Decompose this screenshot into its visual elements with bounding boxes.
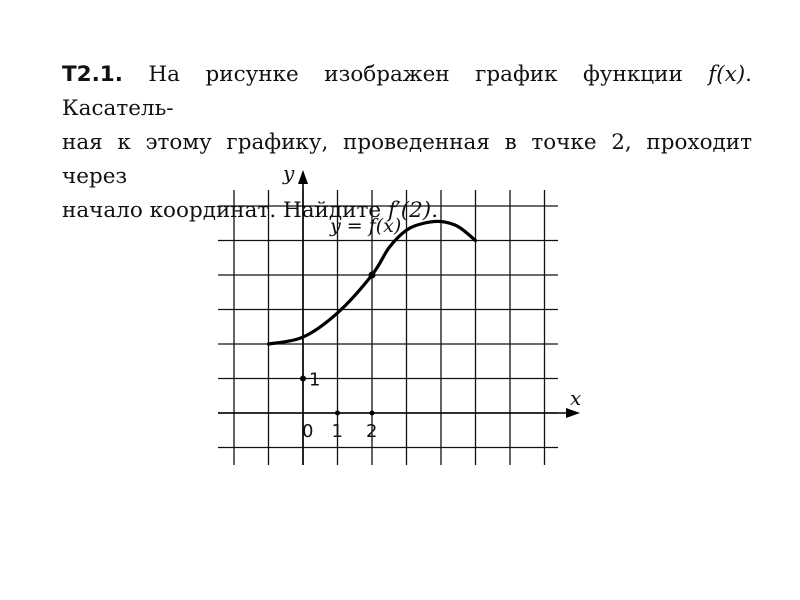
y-axis-label: y [283,161,295,185]
tangent-point-marker [369,272,376,279]
problem-line-2: ная к этому графику, проведенная в точке 2, проходит через [62,130,752,189]
x-tick-label-1: 1 [331,421,343,442]
x-tick-label-2: 2 [366,421,378,442]
y-tick-marker [300,376,306,382]
derivative-notation: f′(2) [387,198,432,223]
problem-text-1-end: . Касатель- [62,62,752,121]
y-axis-arrow [298,170,308,184]
x-tick-2-marker [370,411,375,416]
problem-text-3: начало координат. Найдите [62,198,388,223]
origin-label: 0 [302,421,314,442]
problem-text-3-end: . [431,198,439,223]
curve-label: y = f(x) [330,215,402,237]
problem-number: Т2.1. [62,62,123,87]
function-notation: f(x) [708,62,746,87]
x-axis-label: x [570,386,582,410]
y-tick-label-1: 1 [309,369,321,391]
problem-text-1: На рисунке изображен график функции [122,62,709,87]
x-tick-1-marker [335,411,340,416]
